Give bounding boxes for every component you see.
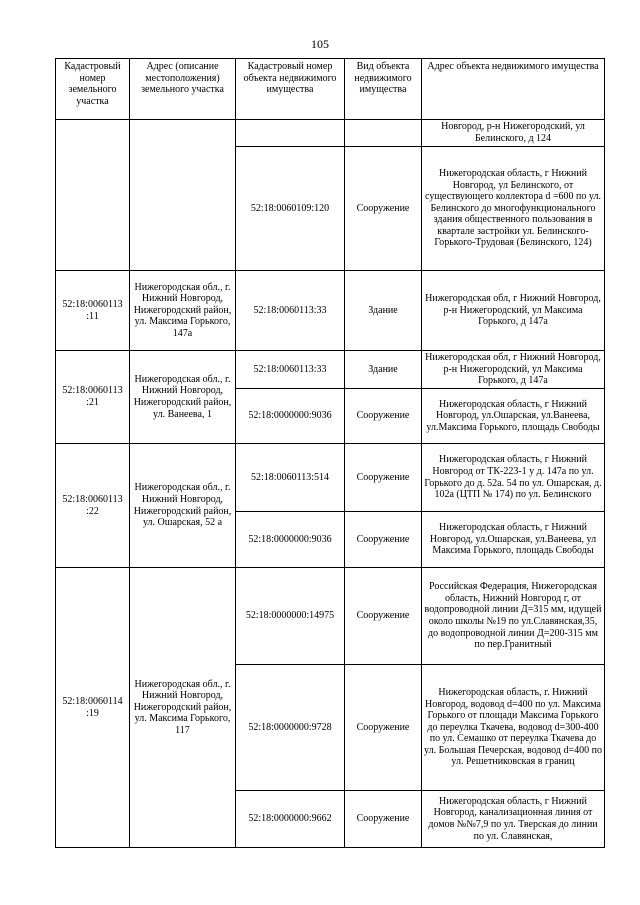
land-cadastral-cell [56, 120, 130, 271]
object-cadastral-cell: 52:18:0000000:14975 [236, 568, 345, 665]
object-address-cell: Нижегородская область, г Нижний Новгород, ул.Ошарская, ул.Ванеева, ул.Максима Горького, площадь Свободы [422, 389, 605, 444]
object-cadastral-cell: 52:18:0060113:33 [236, 351, 345, 389]
object-kind-cell: Здание [345, 351, 422, 389]
land-address-cell: Нижегородская обл., г. Нижний Новгород, Нижегородский район, ул. Ошарская, 52 а [130, 444, 236, 568]
object-address-cell: Нижегородская область, г Нижний Новгород, канализационная линия от домов №№7,9 по ул. Тверская до линии по ул. Славянская, [422, 791, 605, 848]
object-cadastral-cell: 52:18:0000000:9662 [236, 791, 345, 848]
header-land-address: Адрес (описание местоположения) земельного участка [130, 59, 236, 120]
object-kind-cell [345, 120, 422, 147]
table-row [56, 271, 605, 351]
object-kind-cell: Сооружение [345, 665, 422, 791]
object-address-cell: Российская Федерация, Нижегородская область, Нижний Новгород г, от водопроводной линии Д=315 мм, идущей около школы №19 по ул.Славянская,35, до водопроводной линии Д=200-315 мм по пер.Гранитный [422, 568, 605, 665]
land-cadastral-cell: 52:18:0060113 :11 [56, 271, 130, 351]
page-number: 105 [311, 37, 329, 51]
land-address-cell [130, 120, 236, 271]
object-address-cell: Нижегородская область, г. Нижний Новгород, водовод d=400 по ул. Максима Горького от площади Максима Горького до переулка Ткачева, водовод d=300-400 по ул. Семашко от переулка Ткачева до ул. Большая Печерская, водовод d=400 по ул. Решетниковская в границ [422, 665, 605, 791]
header-row [56, 59, 605, 120]
object-kind-cell: Сооружение [345, 512, 422, 568]
object-address-cell: Нижегородская область, г Нижний Новгород, ул Белинского, от существующего коллектора d =600 по ул. Белинского до многофункционального здания общественного пользования в квартале застройки ул. Белинского-Горького-Трудовая (Белинского, 124) [422, 147, 605, 271]
land-address-cell: Нижегородская обл., г. Нижний Новгород, Нижегородский район, ул. Ванеева, 1 [130, 351, 236, 444]
table-row [56, 120, 605, 147]
object-cadastral-cell: 52:18:0000000:9036 [236, 389, 345, 444]
object-cadastral-cell: 52:18:0000000:9728 [236, 665, 345, 791]
table-row [56, 568, 605, 665]
land-cadastral-cell: 52:18:0060114 :19 [56, 568, 130, 848]
object-address-cell: Нижегородская область, г Нижний Новгород от ТК-223-1 у д. 147а по ул. Горького до д. 52а. 54 по ул. Ошарская, д. 102а (ЦТП № 174) по ул. Белинского [422, 444, 605, 512]
object-address-cell: Нижегородская обл, г Нижний Новгород, р-н Нижегородский, ул Максима Горького, д 147а [422, 351, 605, 389]
land-address-cell: Нижегородская обл., г. Нижний Новгород, Нижегородский район, ул. Максима Горького, 147а [130, 271, 236, 351]
object-kind-cell: Здание [345, 271, 422, 351]
object-kind-cell: Сооружение [345, 568, 422, 665]
object-cadastral-cell: 52:18:0000000:9036 [236, 512, 345, 568]
land-cadastral-cell: 52:18:0060113 :21 [56, 351, 130, 444]
header-object-cadastral: Кадастровый номер объекта недвижимого имущества [236, 59, 345, 120]
land-cadastral-cell: 52:18:0060113 :22 [56, 444, 130, 568]
header-object-kind: Вид объекта недвижимого имущества [345, 59, 422, 120]
object-kind-cell: Сооружение [345, 389, 422, 444]
object-address-cell: Нижегородская область, г Нижний Новгород, ул.Ошарская, ул.Ванеева, ул Максима Горького, площадь Свободы [422, 512, 605, 568]
object-kind-cell: Сооружение [345, 444, 422, 512]
object-address-cell: Новгород, р-н Нижегородский, ул Белинского, д 124 [422, 120, 605, 147]
table-row [56, 351, 605, 389]
header-object-address: Адрес объекта недвижимого имущества [422, 59, 605, 120]
table-row [56, 444, 605, 512]
object-cadastral-cell: 52:18:0060113:514 [236, 444, 345, 512]
object-address-cell: Нижегородская обл, г Нижний Новгород, р-н Нижегородский, ул Максима Горького, д 147а [422, 271, 605, 351]
object-cadastral-cell [236, 120, 345, 147]
object-kind-cell: Сооружение [345, 791, 422, 848]
property-table [55, 58, 605, 848]
header-land-cadastral: Кадастровый номер земельного участка [56, 59, 130, 120]
land-address-cell: Нижегородская обл., г. Нижний Новгород, Нижегородский район, ул. Максима Горького, 117 [130, 568, 236, 848]
object-cadastral-cell: 52:18:0060113:33 [236, 271, 345, 351]
object-kind-cell: Сооружение [345, 147, 422, 271]
object-cadastral-cell: 52:18:0060109:120 [236, 147, 345, 271]
